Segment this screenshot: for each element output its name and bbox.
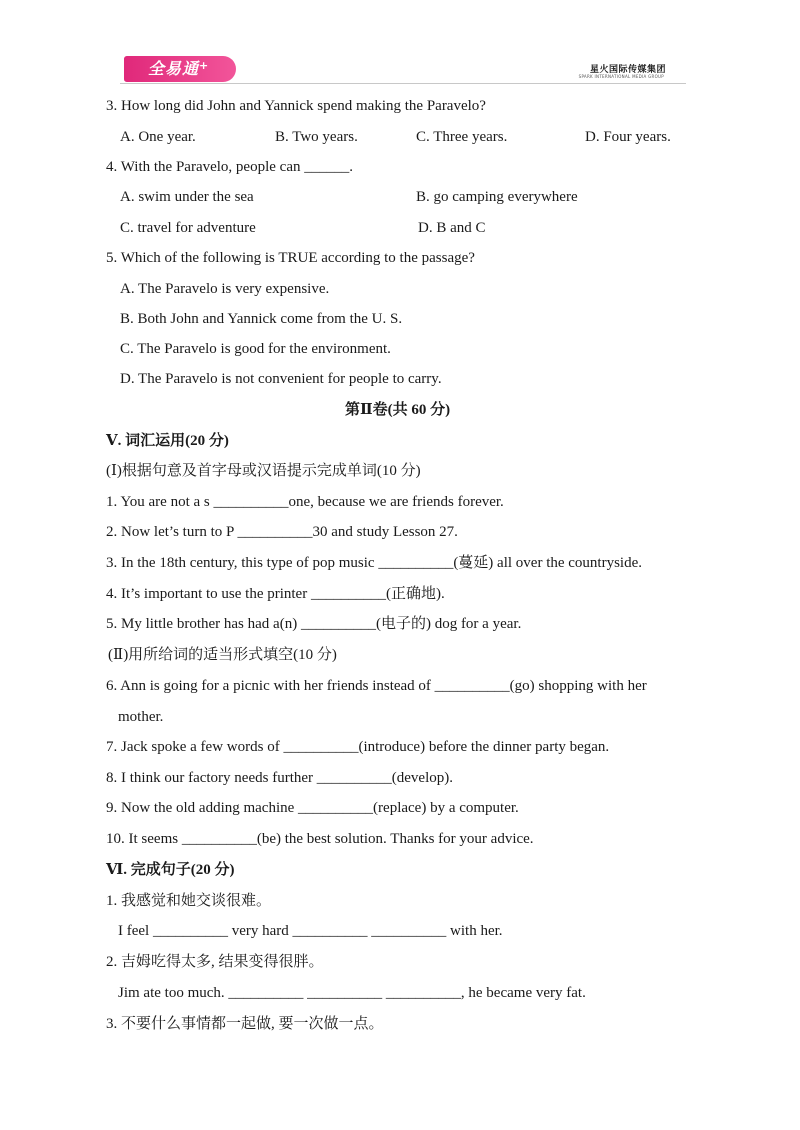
- vocab-item-7: 7. Jack spoke a few words of __________(introduce) before the dinner party began.: [106, 739, 610, 755]
- question-3-option-d: D. Four years.: [585, 129, 671, 145]
- vocab-item-8: 8. I think our factory needs further __________(develop).: [106, 770, 453, 786]
- vocab-item-3: 3. In the 18th century, this type of pop music __________(蔓延) all over the countryside.: [106, 555, 643, 571]
- question-5-option-b: B. Both John and Yannick come from the U. S.: [120, 311, 403, 327]
- question-4-option-c: C. travel for adventure: [120, 220, 256, 236]
- question-3-stem: 3. How long did John and Yannick spend making the Paravelo?: [106, 98, 486, 114]
- part-2-title: 第Ⅱ卷(共 60 分): [345, 402, 451, 418]
- brand-name: 星火国际传媒集团: [589, 65, 666, 75]
- sentence-2-english: Jim ate too much. __________ __________ __________, he became very fat.: [118, 985, 586, 1001]
- section-6-title: Ⅵ. 完成句子(20 分): [106, 862, 235, 878]
- page-header: [120, 56, 686, 86]
- question-4-option-a: A. swim under the sea: [120, 189, 254, 205]
- brand-subtitle: SPARK INTERNATIONAL MEDIA GROUP: [578, 74, 664, 79]
- sentence-2-chinese: 2. 吉姆吃得太多, 结果变得很胖。: [106, 954, 324, 970]
- question-4-option-d: D. B and C: [418, 220, 486, 236]
- vocab-item-9: 9. Now the old adding machine __________(replace) by a computer.: [106, 800, 519, 816]
- question-4-option-b: B. go camping everywhere: [416, 189, 578, 205]
- vocab-item-6-line-2: mother.: [118, 709, 164, 725]
- question-3-option-b: B. Two years.: [275, 129, 358, 145]
- question-5-option-a: A. The Paravelo is very expensive.: [120, 281, 330, 297]
- vocab-item-5: 5. My little brother has had a(n) __________(电子的) dog for a year.: [106, 616, 522, 632]
- section-5-subtitle-1: (Ⅰ)根据句意及首字母或汉语提示完成单词(10 分): [106, 463, 421, 479]
- vocab-item-1: 1. You are not a s __________one, because we are friends forever.: [106, 494, 504, 510]
- sentence-3-chinese: 3. 不要什么事情都一起做, 要一次做一点。: [106, 1016, 384, 1032]
- sentence-1-chinese: 1. 我感觉和她交谈很难。: [106, 893, 272, 909]
- question-5-stem: 5. Which of the following is TRUE according to the passage?: [106, 250, 475, 266]
- question-4-stem: 4. With the Paravelo, people can ______.: [106, 159, 353, 175]
- sentence-1-english: I feel __________ very hard __________ __________ with her.: [118, 923, 503, 939]
- header-divider: [120, 83, 686, 84]
- question-3-option-a: A. One year.: [120, 129, 196, 145]
- logo: [124, 56, 236, 82]
- vocab-item-10: 10. It seems __________(be) the best solution. Thanks for your advice.: [106, 831, 534, 847]
- section-5-title: Ⅴ. 词汇运用(20 分): [106, 433, 229, 449]
- vocab-item-6-line-1: 6. Ann is going for a picnic with her friends instead of __________(go) shopping with her: [106, 678, 647, 694]
- question-5-option-c: C. The Paravelo is good for the environment.: [120, 341, 391, 357]
- vocab-item-4: 4. It’s important to use the printer __________(正确地).: [106, 586, 445, 602]
- vocab-item-2: 2. Now let’s turn to P __________30 and study Lesson 27.: [106, 524, 458, 540]
- logo-text: 全易通: [148, 59, 200, 78]
- question-5-option-d: D. The Paravelo is not convenient for people to carry.: [120, 371, 442, 387]
- logo-plus: +: [199, 59, 210, 72]
- question-3-option-c: C. Three years.: [416, 129, 508, 145]
- section-5-subtitle-2: (Ⅱ)用所给词的适当形式填空(10 分): [108, 647, 337, 663]
